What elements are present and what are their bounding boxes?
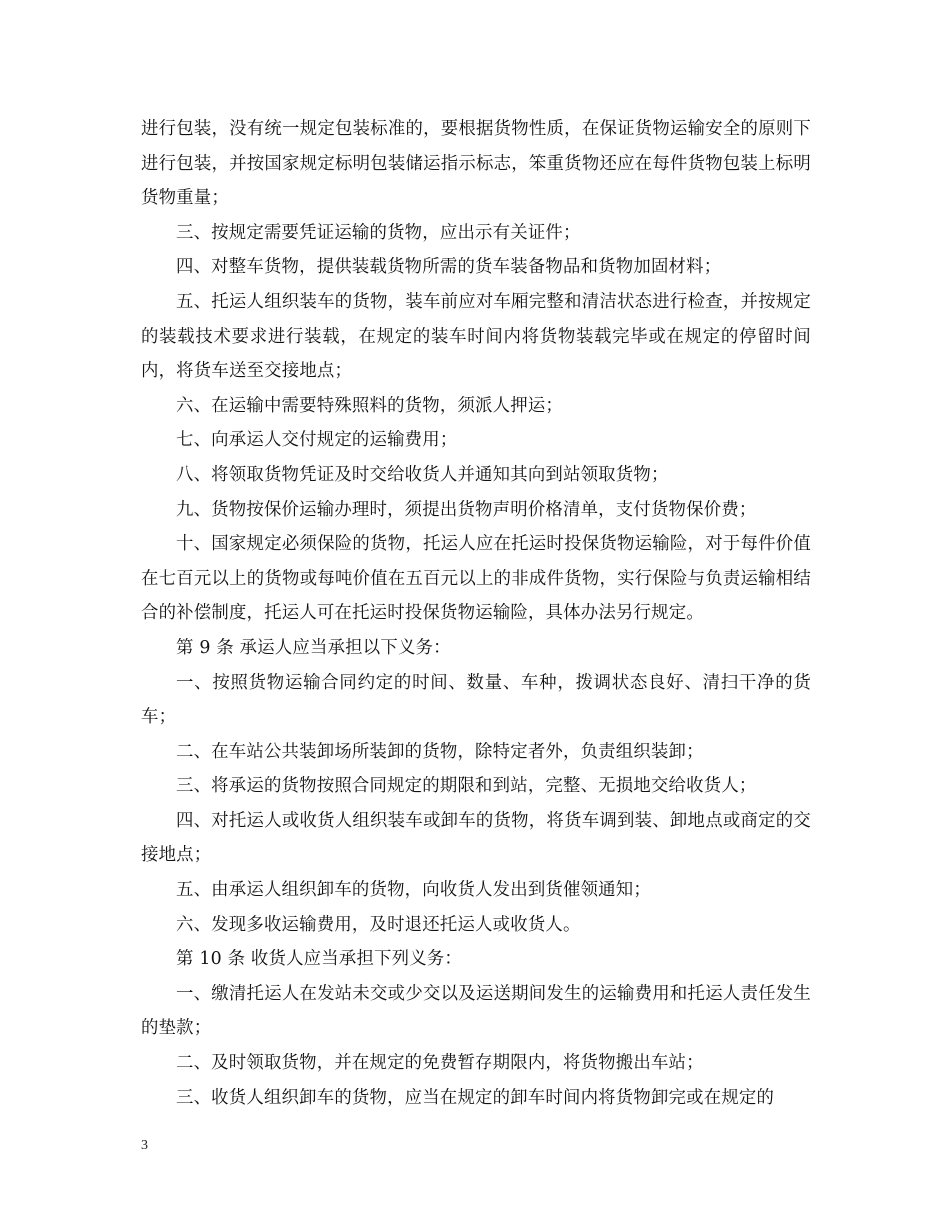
paragraph: 八、将领取货物凭证及时交给收货人并通知其向到站领取货物； bbox=[176, 464, 669, 485]
paragraph: 十、国家规定必须保险的货物，托运人应在托运时投保货物运输险，对于每件价值在七百元以上的货物或每吨价值在五百元以上的非成件货物，实行保险与负责运输相结合的补偿制度，托运人可在托运时投保货物运输险，具体办法另行规定。 bbox=[141, 534, 811, 624]
paragraph: 二、在车站公共装卸场所装卸的货物，除特定者外，负责组织装卸； bbox=[176, 741, 704, 762]
paragraph: 二、及时领取货物，并在规定的免费暂存期限内，将货物搬出车站； bbox=[176, 1053, 704, 1074]
paragraph: 五、由承运人组织卸车的货物，向收货人发出到货催领通知； bbox=[176, 880, 651, 901]
paragraph: 进行包装，没有统一规定包装标准的，要根据货物性质，在保证货物运输安全的原则下进行包装，并按国家规定标明包装储运指示标志，笨重货物还应在每件货物包装上标明货物重量； bbox=[141, 119, 811, 209]
paragraph: 六、在运输中需要特殊照料的货物，须派人押运； bbox=[176, 395, 563, 416]
paragraph: 九、货物按保价运输办理时，须提出货物声明价格清单，支付货物保价费； bbox=[176, 499, 757, 520]
article-heading: 第 10 条 收货人应当承担下列义务： bbox=[176, 949, 462, 970]
paragraph: 七、向承运人交付规定的运输费用； bbox=[176, 430, 458, 451]
paragraph: 四、对托运人或收货人组织装车或卸车的货物，将货车调到装、卸地点或商定的交接地点； bbox=[141, 810, 811, 866]
paragraph: 六、发现多收运输费用，及时退还托运人或收货人。 bbox=[176, 914, 581, 935]
paragraph: 三、按规定需要凭证运输的货物，应出示有关证件； bbox=[176, 222, 581, 243]
paragraph: 一、按照货物运输合同约定的时间、数量、车种，拨调状态良好、清扫干净的货车； bbox=[141, 672, 811, 728]
paragraph: 五、托运人组织装车的货物，装车前应对车厢完整和清洁状态进行检查，并按规定的装载技术要求进行装载，在规定的装车时间内将货物装载完毕或在规定的停留时间内，将货车送至交接地点； bbox=[141, 291, 811, 382]
paragraph: 三、将承运的货物按照合同规定的期限和到站，完整、无损地交给收货人； bbox=[176, 776, 757, 797]
paragraph: 三、收货人组织卸车的货物，应当在规定的卸车时间内将货物卸完或在规定的 bbox=[176, 1087, 775, 1108]
page-number: 3 bbox=[141, 1138, 148, 1153]
paragraph: 四、对整车货物，提供装载货物所需的货车装备物品和货物加固材料； bbox=[176, 257, 722, 278]
article-heading: 第 9 条 承运人应当承担以下义务： bbox=[176, 637, 451, 658]
paragraph: 一、缴清托运人在发站未交或少交以及运送期间发生的运输费用和托运人责任发生的垫款； bbox=[141, 983, 811, 1039]
document-body bbox=[141, 112, 811, 1115]
